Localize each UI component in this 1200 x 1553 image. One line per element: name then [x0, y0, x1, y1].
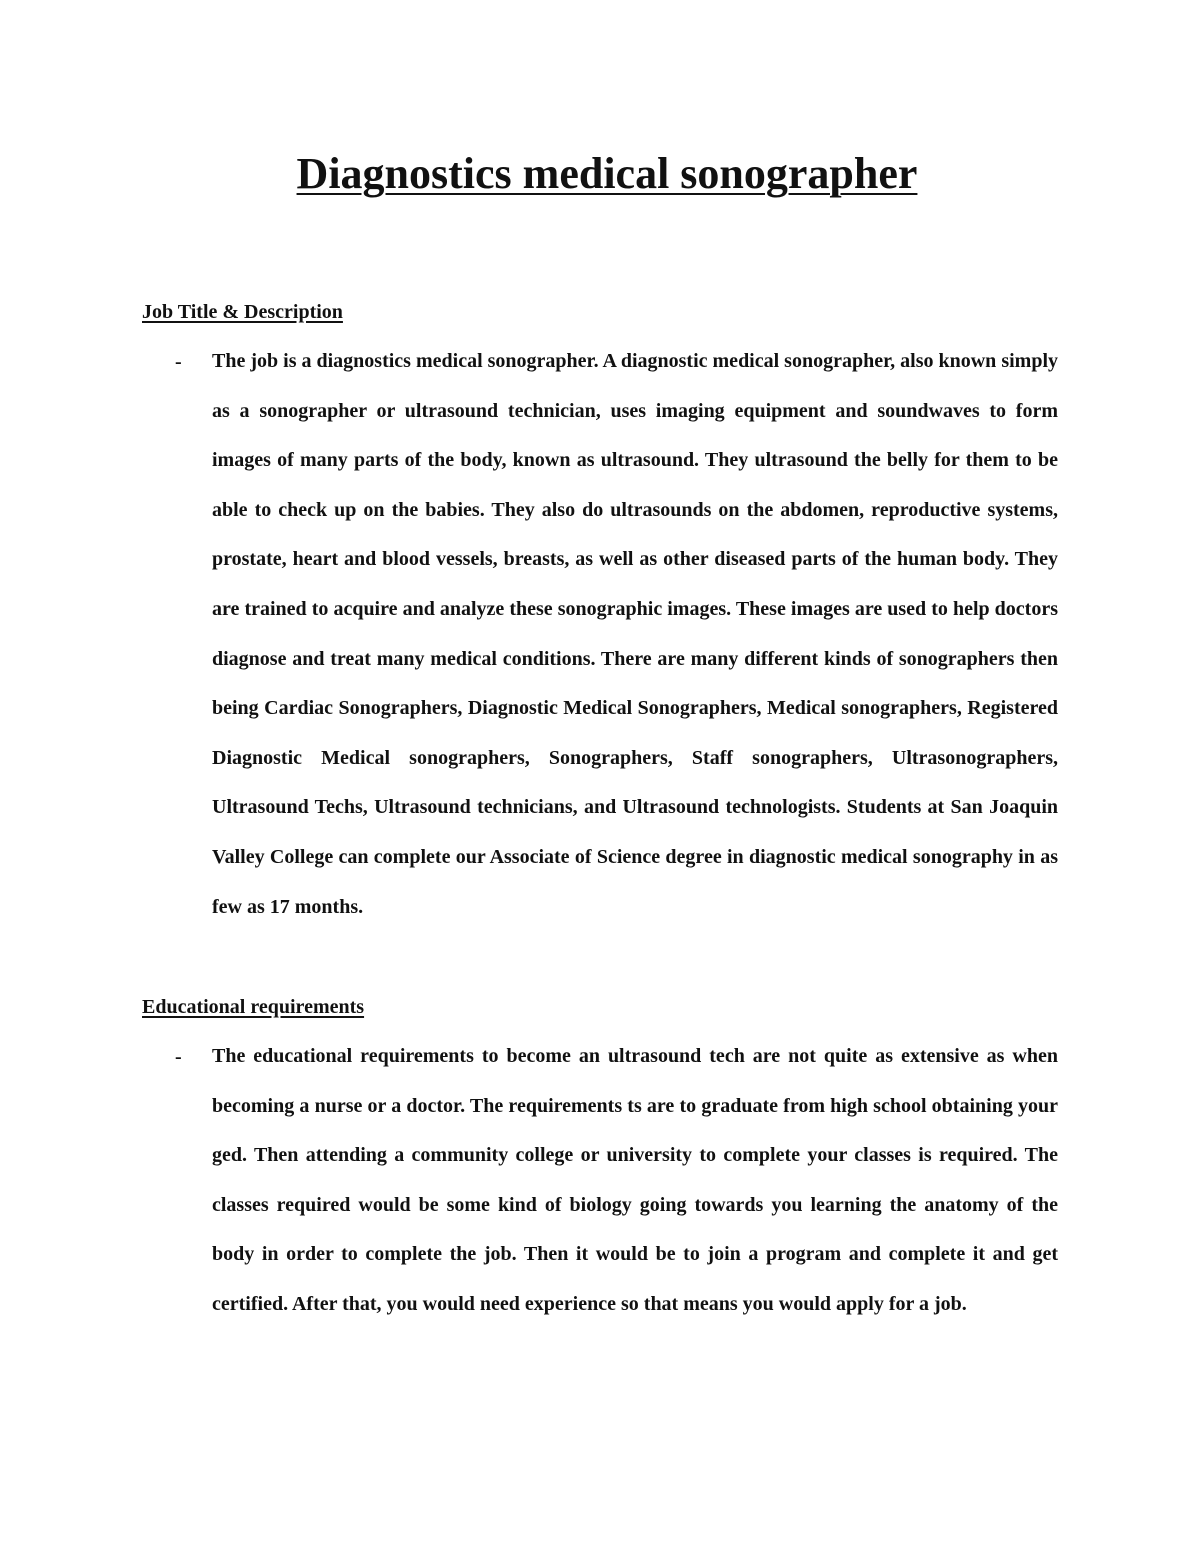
document-title: Diagnostics medical sonographer — [296, 149, 918, 198]
educational-requirements-paragraph: The educational requirements to become an ultrasound tech are not quite as extensive as when becoming a nurse or a doctor. The requirements ts are to graduate from high school obtaining your ged. Then attending a community college or university to complete your classes is required. The classes required would be some kind of biology going towards you learning the anatomy of the body in order to complete the job. Then it would be to join a program and complete it and get certified. After that, you would need experience so that means you would apply for a job. — [212, 1045, 1058, 1315]
job-description-paragraph: The job is a diagnostics medical sonographer. A diagnostic medical sonographer, also known simply as a sonographer or ultrasound technician, uses imaging equipment and soundwaves to form images of many parts of the body, known as ultrasound. They ultrasound the belly for them to be able to check up on the babies. They also do ultrasounds on the abdomen, reproductive systems, prostate, heart and blood vessels, breasts, as well as other diseased parts of the human body. They are trained to acquire and analyze these sonographic images. These images are used to help doctors diagnose and treat many medical conditions. There are many different kinds of sonographers then being Cardiac Sonographers, Diagnostic Medical Sonographers, Medical sonographers, Registered Diagnostic Medical sonographers, Sonographers, Staff sonographers, Ultrasonographers, Ultrasound Techs, Ultrasound technicians, and Ultrasound technologists. Students at San Joaquin Valley College can complete our Associate of Science degree in diagnostic medical sonography in as few as 17 months. — [212, 350, 1058, 918]
section-heading-job-title-description: Job Title & Description — [142, 301, 343, 323]
bullet-dash: - — [175, 351, 182, 373]
bullet-dash: - — [175, 1046, 182, 1068]
section-heading-educational-requirements: Educational requirements — [142, 996, 365, 1018]
